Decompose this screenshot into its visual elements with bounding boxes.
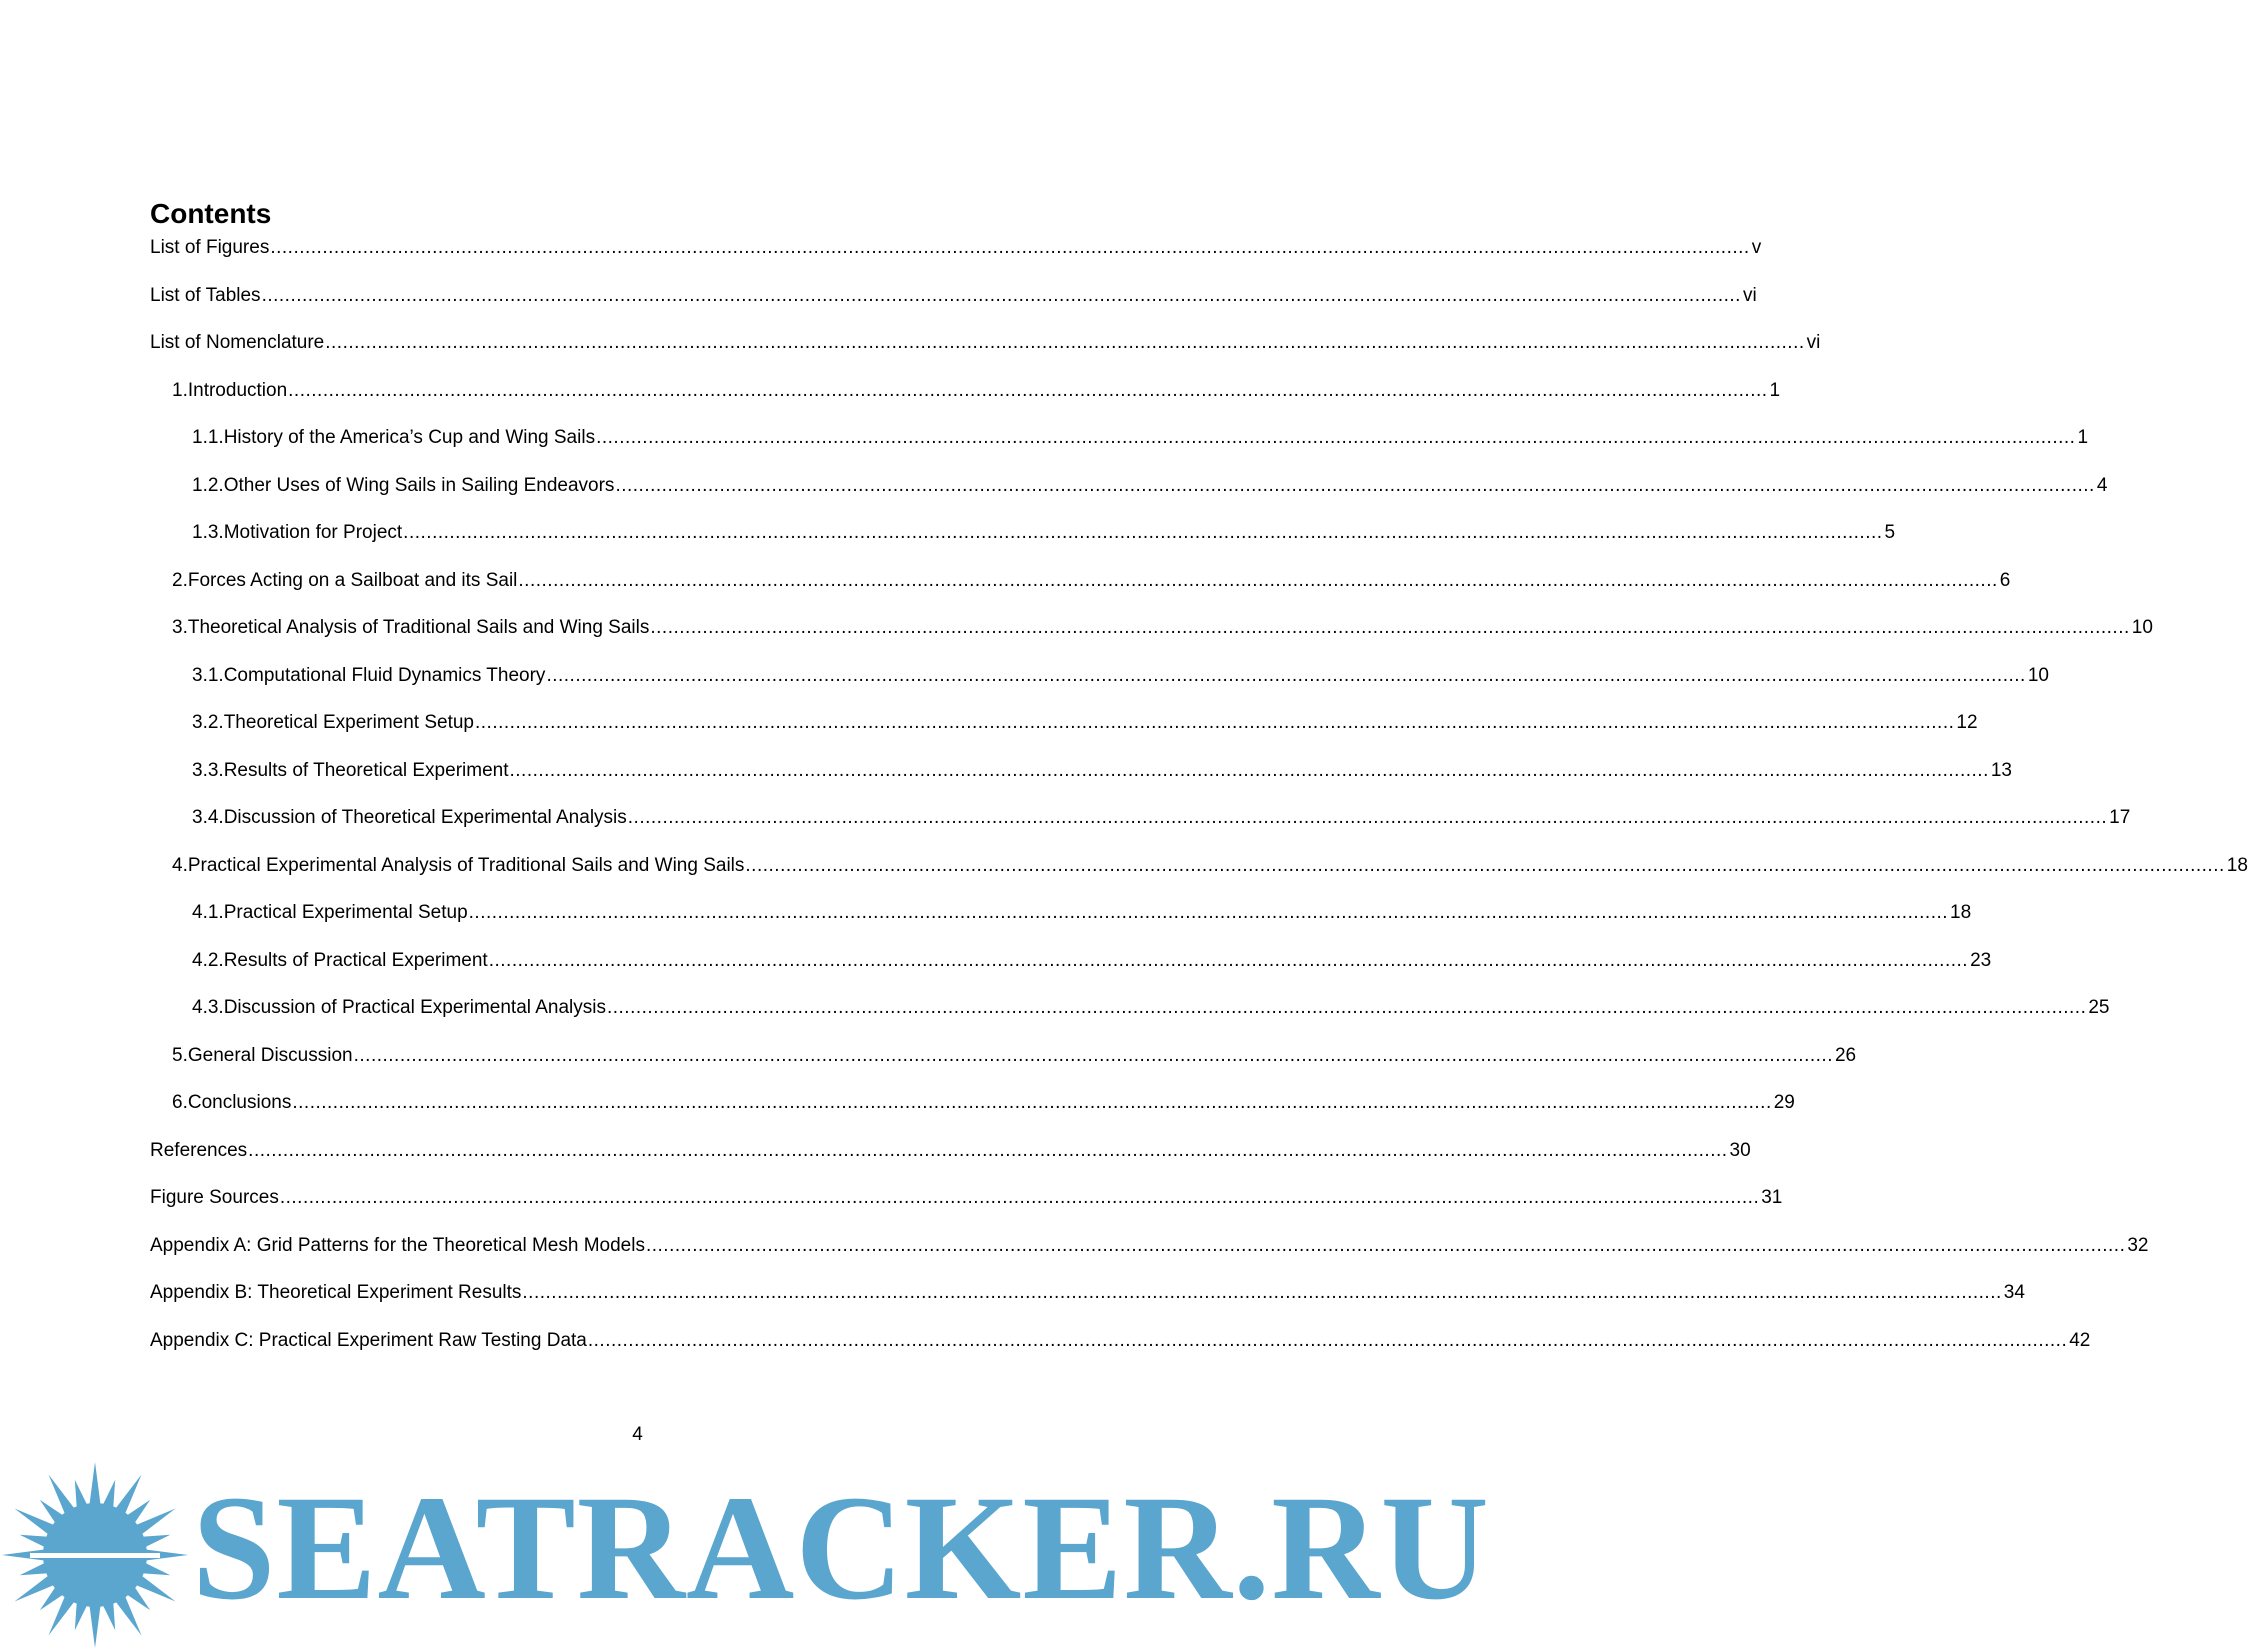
- dot-leader: [607, 995, 2086, 1021]
- dot-leader: [518, 568, 1997, 594]
- table-of-contents: [150, 235, 2248, 1375]
- toc-entry[interactable]: [150, 1043, 1857, 1091]
- dot-leader: [292, 1090, 1771, 1116]
- toc-entry[interactable]: [150, 663, 2049, 711]
- toc-entry-page: 5: [1884, 522, 1896, 543]
- toc-entry-page: 4: [2096, 474, 2108, 496]
- toc-entry-page: 32: [2127, 1234, 2149, 1256]
- toc-entry-number: 3.1.: [192, 664, 224, 686]
- toc-entry-label: Figure Sources: [150, 1187, 279, 1208]
- toc-entry-label: Discussion of Practical Experimental Analysis: [223, 997, 606, 1018]
- page-number: 4: [632, 1424, 643, 1445]
- toc-entry[interactable]: [150, 235, 1762, 283]
- toc-entry-number: 3.4.: [192, 807, 224, 828]
- sun-ray: [89, 1462, 100, 1505]
- toc-entry-number: 3.2.: [192, 712, 224, 733]
- toc-entry-number: 6.: [172, 1092, 188, 1113]
- toc-entry-label: List of Tables: [150, 284, 261, 306]
- toc-entry[interactable]: [150, 805, 2131, 853]
- toc-entry-label: Discussion of Theoretical Experimental Analysis: [223, 807, 627, 828]
- toc-entry-page: 18: [1950, 902, 1972, 923]
- toc-entry-label: Other Uses of Wing Sails in Sailing Endeavors: [223, 474, 615, 496]
- toc-entry-label: Theoretical Experiment Setup: [223, 712, 474, 733]
- toc-entry[interactable]: [150, 283, 1757, 331]
- toc-entry-label: Theoretical Analysis of Traditional Sails and Wing Sails: [187, 617, 650, 638]
- toc-entry-label: List of Nomenclature: [150, 332, 325, 353]
- toc-entry-page: 23: [1970, 949, 1992, 971]
- toc-entry[interactable]: [150, 1280, 2025, 1328]
- toc-entry-page: 10: [2027, 664, 2049, 686]
- toc-entry[interactable]: [150, 900, 1972, 948]
- toc-entry-label: Results of Theoretical Experiment: [223, 759, 509, 781]
- toc-entry-page: 6: [1999, 569, 2011, 591]
- toc-entry-page: 25: [2088, 997, 2110, 1018]
- toc-entry-page: 26: [1834, 1044, 1857, 1066]
- dot-leader: [248, 1138, 1727, 1164]
- toc-entry-page: v: [1751, 237, 1762, 258]
- dot-leader: [354, 1043, 1833, 1069]
- dot-leader: [469, 900, 1948, 926]
- dot-leader: [522, 1280, 2001, 1306]
- toc-entry-page: 18: [2226, 854, 2248, 876]
- toc-entry-number: 1.1.: [192, 427, 224, 448]
- sun-ray: [89, 1605, 100, 1648]
- toc-entry-label: History of the America’s Cup and Wing Sails: [223, 427, 596, 448]
- toc-entry-label: Introduction: [187, 379, 288, 401]
- toc-entry-number: 1.3.: [192, 522, 224, 543]
- toc-entry[interactable]: [150, 1138, 1751, 1186]
- toc-entry[interactable]: [150, 378, 1781, 426]
- toc-entry-label: General Discussion: [187, 1044, 353, 1066]
- toc-entry-page: 1: [1769, 379, 1781, 401]
- dot-leader: [615, 473, 2094, 499]
- toc-entry-label: Practical Experimental Analysis of Traditional Sails and Wing Sails: [187, 854, 745, 876]
- dot-leader: [262, 283, 1741, 309]
- toc-entry-number: 4.: [172, 854, 188, 876]
- toc-entry[interactable]: [150, 473, 2108, 521]
- toc-entry-number: 1.: [172, 379, 188, 401]
- toc-entry-page: 13: [1990, 759, 2012, 781]
- dot-leader: [596, 425, 2075, 451]
- dot-leader: [546, 663, 2025, 689]
- toc-entry-number: 4.2.: [192, 949, 224, 971]
- toc-entry-number: 4.3.: [192, 997, 224, 1018]
- toc-entry-page: 30: [1729, 1139, 1751, 1161]
- toc-entry-label: Results of Practical Experiment: [223, 949, 488, 971]
- toc-entry-label: List of Figures: [150, 237, 270, 258]
- toc-entry[interactable]: [150, 520, 1896, 568]
- toc-entry[interactable]: [150, 330, 1821, 378]
- toc-entry[interactable]: [150, 995, 2110, 1043]
- toc-entry-page: vi: [1806, 332, 1821, 353]
- dot-leader: [270, 235, 1749, 261]
- toc-entry-page: 29: [1773, 1092, 1795, 1113]
- toc-entry[interactable]: [150, 710, 1978, 758]
- watermark-text: SEATRACKER.RU: [192, 1465, 1490, 1631]
- toc-entry-label: Appendix B: Theoretical Experiment Results: [150, 1282, 522, 1303]
- toc-entry[interactable]: [150, 425, 2089, 473]
- toc-entry-label: Practical Experimental Setup: [223, 902, 468, 923]
- dot-leader: [403, 520, 1882, 546]
- toc-entry[interactable]: [150, 1090, 1795, 1138]
- toc-entry-label: Forces Acting on a Sailboat and its Sail: [187, 569, 518, 591]
- toc-entry-label: Conclusions: [187, 1092, 292, 1113]
- dot-leader: [288, 378, 1767, 404]
- toc-entry[interactable]: [150, 1328, 2091, 1376]
- dot-leader: [745, 853, 2224, 879]
- toc-entry-page: 17: [2109, 807, 2131, 828]
- toc-entry-page: 34: [2003, 1282, 2025, 1303]
- toc-entry[interactable]: [150, 758, 2012, 806]
- toc-entry-number: 4.1.: [192, 902, 224, 923]
- toc-entry-label: Appendix A: Grid Patterns for the Theoretical Mesh Models: [150, 1234, 645, 1256]
- dot-leader: [325, 330, 1804, 356]
- dot-leader: [509, 758, 1988, 784]
- toc-entry-label: Computational Fluid Dynamics Theory: [223, 664, 546, 686]
- toc-entry-number: 2.: [172, 569, 188, 591]
- toc-entry-page: 12: [1956, 712, 1978, 733]
- dot-leader: [489, 948, 1968, 974]
- toc-entry-label: References: [150, 1139, 248, 1161]
- toc-entry[interactable]: [150, 1233, 2149, 1281]
- toc-entry-page: vi: [1742, 284, 1757, 306]
- toc-entry[interactable]: [150, 568, 2011, 616]
- dot-leader: [280, 1185, 1759, 1211]
- toc-entry-number: 5.: [172, 1044, 188, 1066]
- toc-entry-page: 1: [2077, 427, 2089, 448]
- sun-icon: [0, 1460, 190, 1650]
- dot-leader: [650, 615, 2129, 641]
- toc-entry-page: 10: [2131, 617, 2153, 638]
- toc-entry-label: Motivation for Project: [223, 522, 403, 543]
- toc-entry-label: Appendix C: Practical Experiment Raw Testing Data: [150, 1329, 587, 1351]
- toc-entry[interactable]: [150, 853, 2248, 901]
- toc-entry-page: 31: [1761, 1187, 1783, 1208]
- toc-entry-number: 3.: [172, 617, 188, 638]
- toc-entry-number: 3.3.: [192, 759, 224, 781]
- toc-entry[interactable]: [150, 948, 1992, 996]
- toc-entry[interactable]: [150, 1185, 1783, 1233]
- toc-entry-page: 42: [2069, 1329, 2091, 1351]
- dot-leader: [475, 710, 1954, 736]
- dot-leader: [588, 1328, 2067, 1354]
- watermark: [0, 1460, 1490, 1650]
- dot-leader: [628, 805, 2107, 831]
- toc-entry-number: 1.2.: [192, 474, 224, 496]
- toc-entry[interactable]: [150, 615, 2153, 663]
- page-title: Contents: [150, 198, 272, 229]
- dot-leader: [646, 1233, 2125, 1259]
